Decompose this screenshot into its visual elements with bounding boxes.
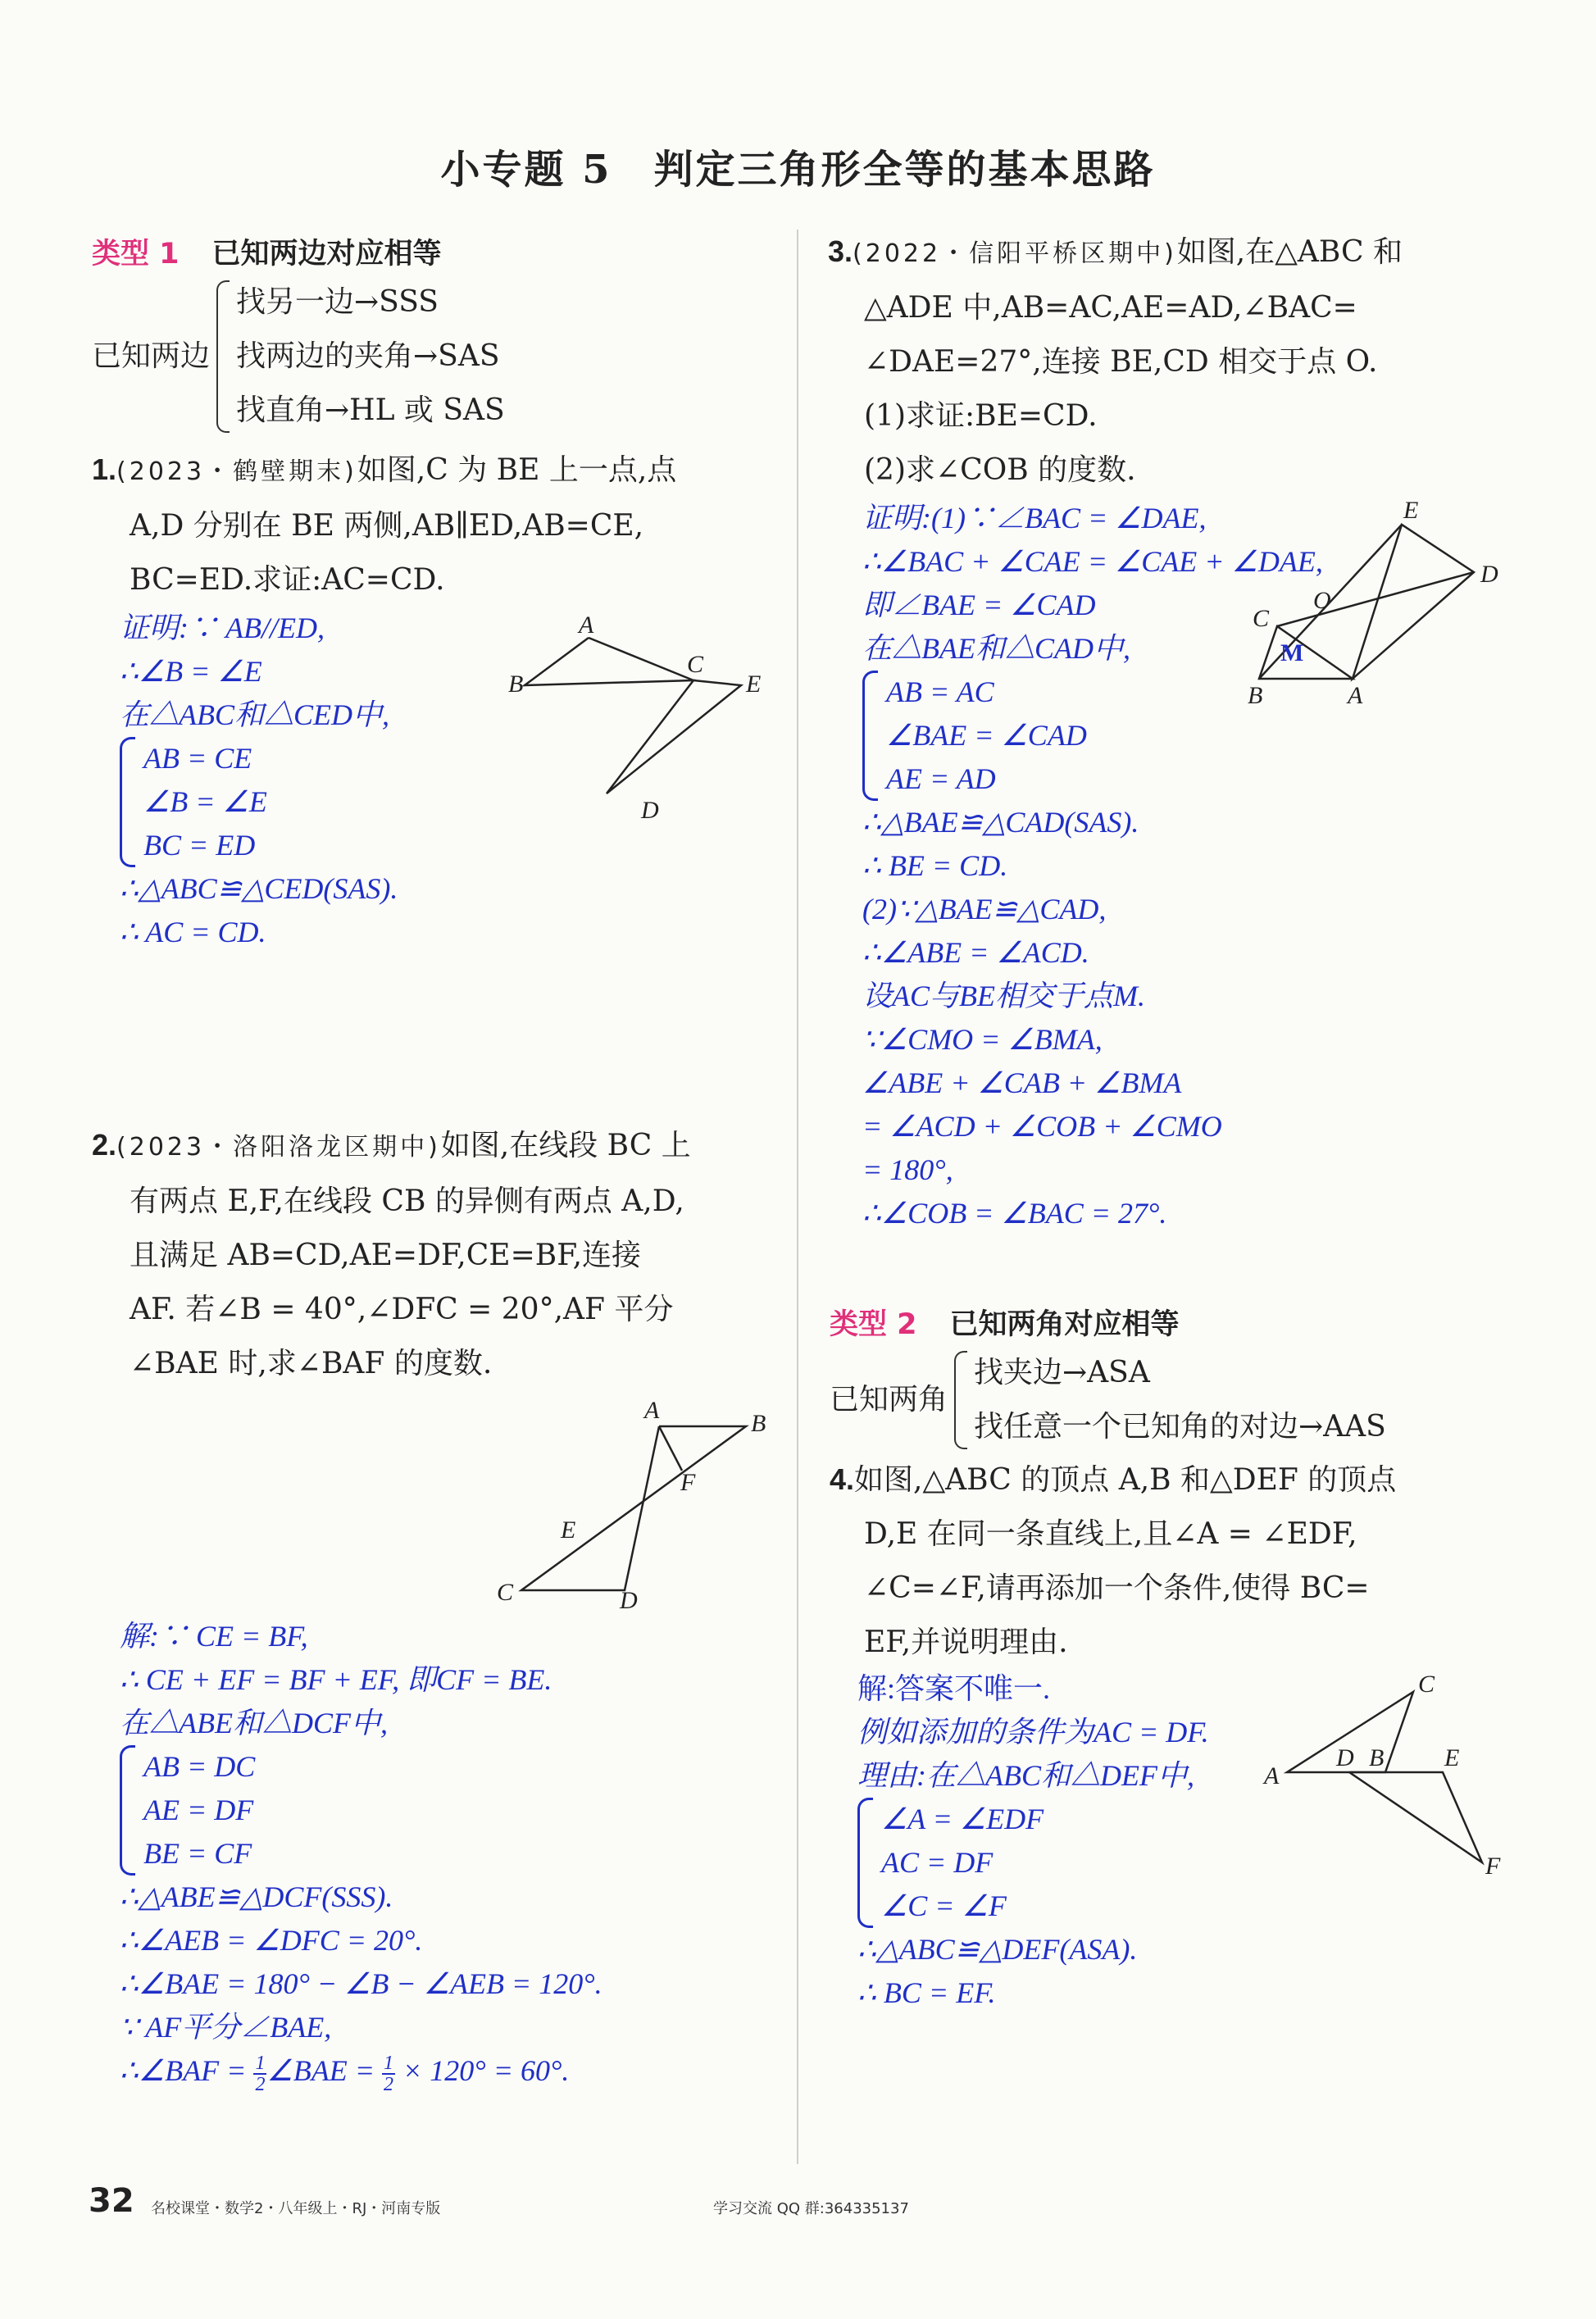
q2-source: (2023・洛阳洛龙区期中) (116, 1133, 441, 1162)
q4-text (830, 1453, 1510, 1670)
fraction: $\frac{1}{2}$ (384, 2052, 393, 2095)
system-line: AB = DC (143, 1750, 256, 1783)
answer-line: 在△BAE和△CAD中, (862, 632, 1130, 665)
q3-line: △ADE 中,AB=AC,AE=AD,∠BAC= (864, 291, 1357, 325)
q1-line: 如图,C 为 BE 上一点,点 (357, 453, 677, 487)
fig-label: O (1313, 587, 1331, 614)
fig-label: C (1253, 605, 1270, 632)
q3-line: (1)求证:BE=CD. (864, 399, 1098, 433)
answer-line: ∴ AC = CD. (120, 916, 266, 948)
q4-line: ∠C=∠F,请再添加一个条件,使得 BC= (864, 1571, 1370, 1605)
system-line: ∠B = ∠E (143, 785, 267, 818)
system-brace (857, 1798, 873, 1928)
answer-line: ∴△ABC≌△DEF(ASA). (857, 1933, 1138, 1966)
q3-number: 3. (828, 234, 853, 268)
fig-label: D (620, 1587, 638, 1614)
type1-lead: 已知两边 (92, 339, 211, 373)
fig-label: E (1403, 497, 1419, 524)
fig-label: A (579, 612, 594, 639)
q2-number: 2. (92, 1128, 117, 1162)
type2-summary (830, 1346, 1386, 1454)
q4-figure-lines (1287, 1692, 1482, 1862)
q2-figure (484, 1394, 787, 1615)
type1-item: 找直角→HL 或 SAS (236, 393, 505, 427)
type2-tag: 类型 2 (830, 1308, 917, 1341)
system-line: AB = AC (886, 675, 994, 708)
system-brace (862, 671, 878, 801)
answer-line: ∵ AF平分∠BAE, (120, 2011, 332, 2044)
q2-line: 如图,在线段 BC 上 (440, 1129, 691, 1162)
q2-line: 有两点 E,F,在线段 CB 的异侧有两点 A,D, (130, 1185, 684, 1218)
q1-answer (120, 607, 398, 954)
type2-lead: 已知两角 (830, 1383, 948, 1416)
type2-items (974, 1346, 1386, 1454)
system-line: BE = CF (143, 1837, 252, 1870)
page-number: 32 (89, 2182, 134, 2220)
q3-text (828, 225, 1508, 498)
q2-figure-lines (521, 1426, 746, 1590)
answer-line: ∴∠AEB = ∠DFC = 20°. (120, 1924, 423, 1957)
q2-line: ∠BAE 时,求∠BAF 的度数. (130, 1347, 493, 1380)
q2-answer (120, 1615, 602, 2094)
answer-line: ∴△ABC≌△CED(SAS). (120, 872, 398, 905)
answer-system (120, 737, 398, 867)
answer-line: ∴∠BAC + ∠CAE = ∠CAE + ∠DAE, (862, 545, 1323, 578)
q1-figure-lines (525, 638, 741, 793)
type2-item: 找夹边→ASA (974, 1356, 1150, 1389)
fig-label: A (644, 1397, 660, 1424)
answer-line: (2)∵△BAE≌△CAD, (862, 893, 1107, 925)
q4-line: EF,并说明理由. (864, 1626, 1068, 1659)
answer-line: 解:∵ CE = BF, (120, 1620, 308, 1653)
summary-brace (216, 280, 230, 433)
fig-label: D (1336, 1744, 1354, 1771)
answer-line: ∴△BAE≌△CAD(SAS). (862, 806, 1139, 839)
q1-text (92, 443, 772, 607)
column-divider (797, 230, 798, 2164)
answer-line: ∴ BE = CD. (862, 849, 1008, 882)
fig-label: D (1480, 561, 1498, 588)
q3-figure (1238, 497, 1516, 718)
system-line: ∠BAE = ∠CAD (886, 719, 1087, 752)
system-line: BC = ED (143, 829, 256, 862)
q4-number: 4. (830, 1462, 855, 1496)
book-info: 名校课堂・数学2・八年级上・RJ・河南专版 (151, 2200, 441, 2217)
q2-line: 且满足 AB=CD,AE=DF,CE=BF,连接 (130, 1239, 642, 1272)
answer-line: ∴∠B = ∠E (120, 655, 262, 688)
answer-line: ∴∠BAE = 180° − ∠B − ∠AEB = 120°. (120, 1967, 602, 2000)
fig-label: F (680, 1469, 696, 1496)
answer-line: ∵∠CMO = ∠BMA, (862, 1023, 1103, 1056)
system-line: ∠C = ∠F (881, 1889, 1007, 1922)
fig-label: M (1280, 639, 1304, 666)
fig-label: A (1348, 682, 1363, 709)
q4-answer (857, 1667, 1209, 2015)
answer-line: 理由:在△ABC和△DEF中, (857, 1759, 1194, 1792)
type1-tag: 类型 1 (92, 238, 180, 271)
qq-group: 学习交流 QQ 群:364335137 (713, 2200, 909, 2217)
q3-line: 如图,在△ABC 和 (1176, 235, 1403, 269)
answer-line: 例如添加的条件为AC = DF. (857, 1716, 1209, 1748)
answer-line: = ∠ACD + ∠COB + ∠CMO (862, 1110, 1222, 1143)
q3-source: (2022・信阳平桥区期中) (853, 239, 1177, 268)
type1-item: 找两边的夹角→SAS (236, 339, 500, 373)
answer-line: 在△ABE和△DCF中, (120, 1707, 388, 1739)
fig-label: C (1418, 1671, 1435, 1698)
q1-number: 1. (92, 452, 117, 486)
answer-line: 设AC与BE相交于点M. (862, 980, 1145, 1012)
fraction: $\frac{1}{2}$ (255, 2052, 266, 2095)
page-title: 小专题 5 判定三角形全等的基本思路 (440, 147, 1156, 193)
answer-line: 即∠BAE = ∠CAD (862, 589, 1096, 621)
system-line: AE = DF (143, 1794, 254, 1826)
summary-brace (954, 1351, 967, 1449)
type2-item: 找任意一个已知角的对边→AAS (974, 1410, 1386, 1444)
answer-line-fraction: ∴∠BAF = $\frac{1}{2}$ ∠BAE = $\frac{1}{2}$ × 120° = 60°. (120, 2052, 570, 2095)
answer-line: ∴ BC = EF. (857, 1976, 996, 2009)
q4-line: D,E 在同一条直线上,且∠A = ∠EDF, (864, 1517, 1357, 1551)
q2-figure-af (659, 1426, 682, 1471)
fig-label: C (687, 651, 704, 678)
type2-heading (830, 1302, 1180, 1343)
answer-line: ∴ CE + EF = BF + EF, 即CF = BE. (120, 1663, 552, 1696)
type1-title: 已知两边对应相等 (211, 238, 442, 271)
fig-label: B (1369, 1744, 1385, 1771)
q1-line: A,D 分别在 BE 两侧,AB∥ED,AB=CE, (130, 509, 644, 543)
fig-label: E (1444, 1744, 1460, 1771)
type1-heading (92, 231, 442, 272)
system-line: AB = CE (143, 742, 252, 775)
answer-line: ∴∠COB = ∠BAC = 27°. (862, 1197, 1167, 1230)
system-line: AE = AD (886, 762, 996, 795)
q2-line: AF. 若∠B = 40°,∠DFC = 20°,AF 平分 (130, 1293, 674, 1326)
q1-figure-ac (589, 638, 693, 680)
q3-line: (2)求∠COB 的度数. (864, 453, 1136, 487)
answer-system (120, 1745, 602, 1876)
answer-line: 证明:(1)∵∠BAC = ∠DAE, (862, 502, 1207, 534)
q4-figure (1254, 1664, 1516, 1885)
q1-line: BC=ED.求证:AC=CD. (130, 563, 445, 597)
q3-line: ∠DAE=27°,连接 BE,CD 相交于点 O. (864, 345, 1378, 379)
answer-line: ∴△ABE≌△DCF(SSS). (120, 1880, 393, 1913)
answer-line: = 180°, (862, 1153, 953, 1186)
type1-item: 找另一边→SSS (236, 285, 439, 319)
q1-source: (2023・鹤壁期末) (116, 457, 357, 486)
type2-title: 已知两角对应相等 (949, 1308, 1180, 1341)
answer-system (857, 1798, 1209, 1928)
fig-label: B (751, 1410, 766, 1437)
answer-line: 在△ABC和△CED中, (120, 698, 389, 731)
fig-label: D (641, 797, 659, 824)
answer-line: ∠ABE + ∠CAB + ∠BMA (862, 1066, 1182, 1099)
fig-label: A (1264, 1762, 1280, 1789)
fig-label: F (1485, 1853, 1501, 1880)
answer-line: 解:答案不唯一. (857, 1672, 1051, 1705)
fig-label: E (746, 671, 762, 698)
type1-summary (92, 275, 505, 438)
fig-label: B (508, 671, 524, 698)
system-brace (120, 737, 135, 867)
system-line: AC = DF (881, 1846, 994, 1879)
type1-items (236, 275, 505, 438)
answer-line: ∴∠ABE = ∠ACD. (862, 936, 1089, 969)
fig-label: B (1248, 682, 1263, 709)
fig-label: C (497, 1579, 514, 1606)
q2-text (92, 1118, 772, 1391)
q1-figure (508, 607, 771, 836)
system-line: ∠A = ∠EDF (881, 1803, 1044, 1835)
system-brace (120, 1745, 135, 1876)
answer-line: 证明:∵ AB//ED, (120, 612, 325, 644)
fig-label: E (561, 1516, 576, 1544)
q4-line: 如图,△ABC 的顶点 A,B 和△DEF 的顶点 (854, 1463, 1397, 1497)
